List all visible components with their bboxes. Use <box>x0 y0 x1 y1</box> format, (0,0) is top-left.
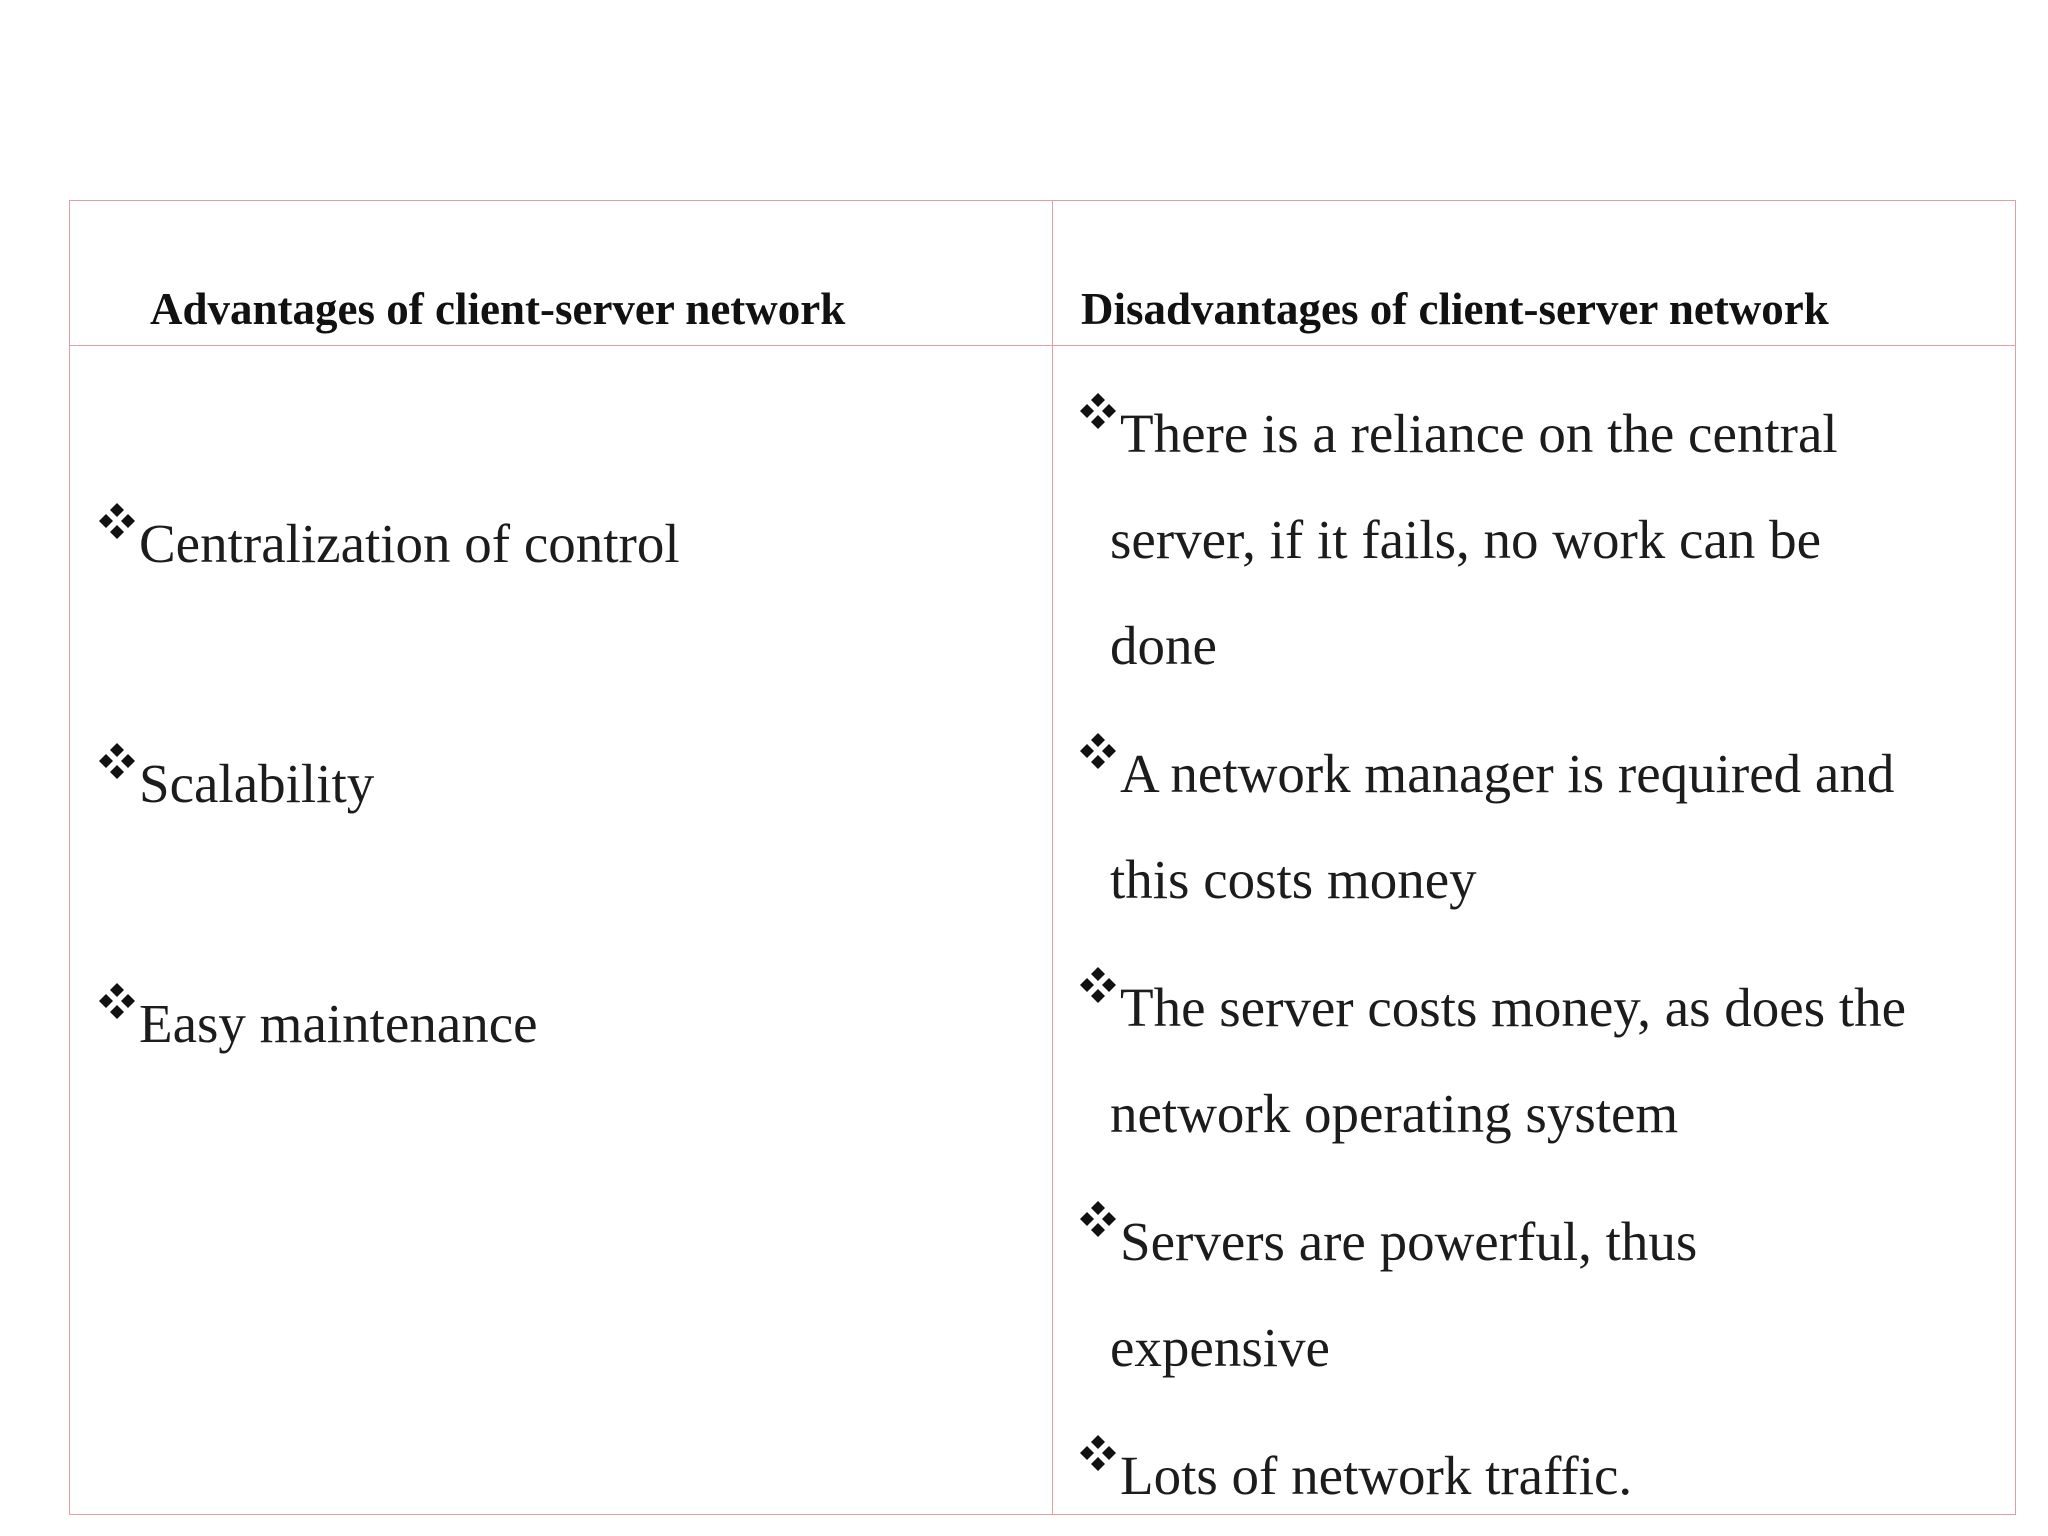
disadvantages-header: Disadvantages of client-server network <box>1081 284 1829 334</box>
four-diamond-bullet-icon <box>97 501 137 541</box>
disadvantage-text: Lots of network traffic. <box>1120 1445 1633 1506</box>
disadvantage-text: The server costs money, as does the <box>1120 977 1907 1038</box>
disadvantage-text: There is a reliance on the central <box>1120 403 1838 464</box>
disadvantage-item <box>1078 1423 1632 1529</box>
disadvantage-item <box>1078 1189 1697 1295</box>
header-divider <box>70 345 2015 346</box>
four-diamond-bullet-icon <box>1078 1433 1118 1473</box>
four-diamond-bullet-icon <box>1078 731 1118 771</box>
disadvantage-continuation: this costs money <box>1110 849 1477 910</box>
four-diamond-bullet-icon <box>97 741 137 781</box>
four-diamond-bullet-icon <box>1078 1199 1118 1239</box>
advantage-item <box>97 731 374 837</box>
disadvantage-continuation: network operating system <box>1110 1083 1679 1144</box>
disadvantage-continuation: expensive <box>1110 1317 1330 1378</box>
disadvantage-continuation: done <box>1110 615 1217 676</box>
advantage-text: Scalability <box>139 753 375 814</box>
advantage-item <box>97 971 538 1077</box>
disadvantage-item <box>1078 381 1838 487</box>
advantage-text: Easy maintenance <box>139 993 538 1054</box>
four-diamond-bullet-icon <box>1078 965 1118 1005</box>
disadvantage-item <box>1078 955 1906 1061</box>
column-divider <box>1052 201 1053 1514</box>
disadvantage-text: A network manager is required and <box>1120 743 1895 804</box>
advantage-text: Centralization of control <box>139 513 680 574</box>
four-diamond-bullet-icon <box>97 981 137 1021</box>
four-diamond-bullet-icon <box>1078 391 1118 431</box>
disadvantage-item <box>1078 721 1894 827</box>
comparison-table <box>69 200 2016 1515</box>
disadvantage-text: Servers are powerful, thus <box>1120 1211 1698 1272</box>
advantages-header: Advantages of client-server network <box>150 284 846 334</box>
disadvantage-continuation: server, if it fails, no work can be <box>1110 509 1822 570</box>
advantage-item <box>97 491 680 597</box>
